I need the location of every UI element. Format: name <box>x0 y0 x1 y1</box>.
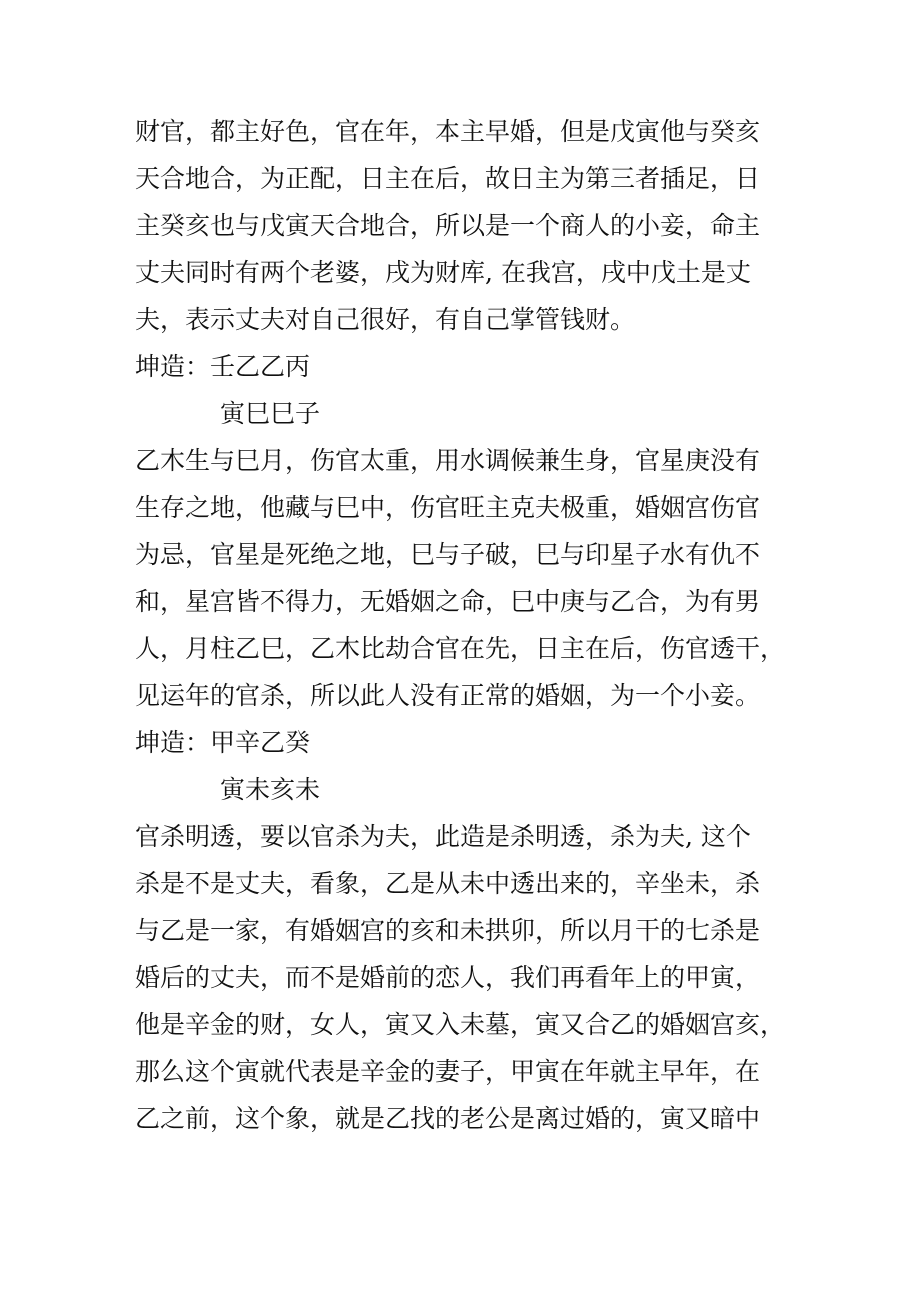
text-line: 天合地合，为正配，日主在后，故日主为第三者插足，日 <box>135 164 761 193</box>
chart-heading: 坤造：壬乙乙丙 <box>135 352 311 381</box>
text-line: 与乙是一家，有婚姻宫的亥和未拱卯，所以月干的七杀是 <box>135 916 761 945</box>
text-line: 人，月柱乙巳，乙木比劫合官在先，日主在后，伤官透干， <box>135 634 786 663</box>
text-line: 杀是不是丈夫，看象，乙是从未中透出来的，辛坐未，杀 <box>135 869 761 898</box>
text-line: 乙之前，这个象，就是乙找的老公是离过婚的，寅又暗中 <box>135 1104 761 1133</box>
text-line: 生存之地，他藏与巳中，伤官旺主克夫极重，婚姻宫伤官 <box>135 493 761 522</box>
chart-heading: 坤造：甲辛乙癸 <box>135 728 311 757</box>
text-line: 夫，表示丈夫对自己很好，有自己掌管钱财。 <box>135 305 636 334</box>
text-line: 丈夫同时有两个老婆，戌为财库, 在我宫，戌中戊土是丈 <box>135 258 751 287</box>
text-line: 官杀明透，要以官杀为夫，此造是杀明透，杀为夫, 这个 <box>135 822 751 851</box>
text-line: 和，星宫皆不得力，无婚姻之命，巳中庚与乙合，为有男 <box>135 587 761 616</box>
text-line: 财官，都主好色，官在年，本主早婚，但是戊寅他与癸亥 <box>135 117 761 146</box>
text-line: 见运年的官杀，所以此人没有正常的婚姻，为一个小妾。 <box>135 681 761 710</box>
text-line: 婚后的丈夫，而不是婚前的恋人，我们再看年上的甲寅， <box>135 963 761 992</box>
chart-branches: 寅巳巳子 <box>220 399 321 428</box>
text-line: 他是辛金的财，女人，寅又入未墓，寅又合乙的婚姻宫亥， <box>135 1010 786 1039</box>
text-line: 乙木生与巳月，伤官太重，用水调候兼生身，官星庚没有 <box>135 446 761 475</box>
chart-branches: 寅未亥未 <box>220 775 321 804</box>
text-line: 为忌，官星是死绝之地，巳与子破，巳与印星子水有仇不 <box>135 540 761 569</box>
text-line: 那么这个寅就代表是辛金的妻子，甲寅在年就主早年，在 <box>135 1057 761 1086</box>
document-page <box>135 108 795 1142</box>
text-line: 主癸亥也与戊寅天合地合，所以是一个商人的小妾，命主 <box>135 211 761 240</box>
